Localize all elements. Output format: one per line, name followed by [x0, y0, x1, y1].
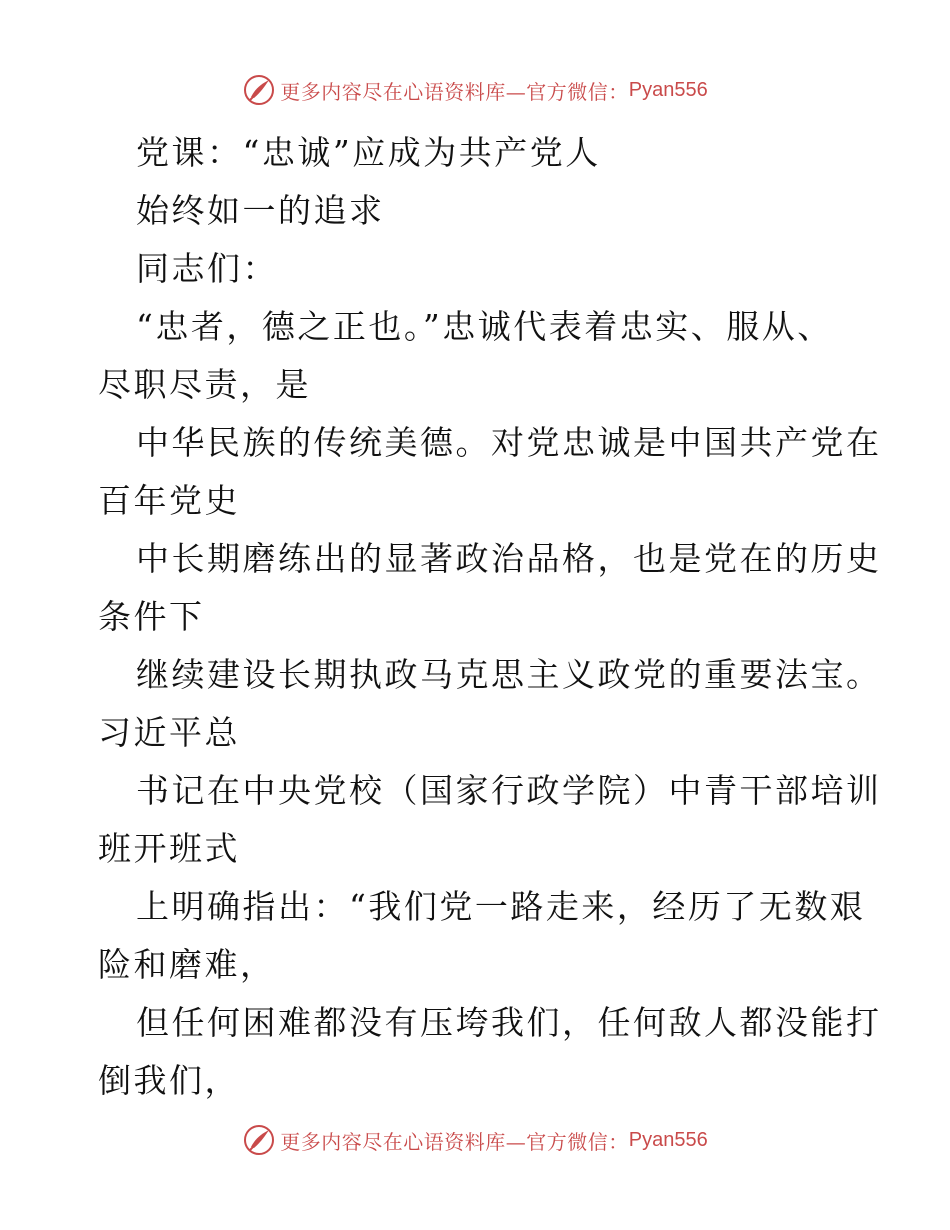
text-line: 上明确指出：“我们党一路走来，经历了无数艰 — [136, 887, 866, 926]
watermark-text: 更多内容尽在心语资料库—官方微信： — [280, 1129, 629, 1154]
text-line: 中华民族的传统美德。对党忠诚是中国共产党在 — [136, 423, 882, 462]
watermark-text: 更多内容尽在心语资料库—官方微信： — [280, 79, 629, 104]
text-line: 但任何困难都没有压垮我们，任何敌人都没能打 — [136, 1003, 882, 1042]
text-line: 习近平总 — [98, 713, 240, 752]
watermark-wechat-id: Pyan556 — [628, 78, 708, 101]
text-line: 同志们： — [136, 249, 278, 288]
watermark-footer — [0, 1120, 950, 1160]
text-line: 书记在中央党校（国家行政学院）中青干部培训 — [136, 771, 882, 810]
text-line: 继续建设长期执政马克思主义政党的重要法宝。 — [136, 655, 882, 694]
quill-logo-icon — [242, 1123, 276, 1157]
text-line: “忠者，德之正也。”忠诚代表着忠实、服从、 — [136, 307, 833, 346]
text-line: 百年党史 — [98, 481, 240, 520]
watermark-wechat-id: Pyan556 — [628, 1128, 708, 1151]
text-line: 中长期磨练出的显著政治品格，也是党在的历史 — [136, 539, 882, 578]
text-line: 党课：“忠诚”应成为共产党人 — [136, 133, 601, 172]
text-line: 倒我们， — [98, 1061, 240, 1100]
watermark-header — [0, 70, 950, 110]
text-line: 条件下 — [98, 597, 205, 636]
text-line: 始终如一的追求 — [136, 191, 385, 230]
text-line: 尽职尽责，是 — [98, 365, 311, 404]
text-line: 险和磨难， — [98, 945, 276, 984]
quill-logo-icon — [242, 73, 276, 107]
document-body — [98, 124, 882, 1110]
text-line: 班开班式 — [98, 829, 240, 868]
